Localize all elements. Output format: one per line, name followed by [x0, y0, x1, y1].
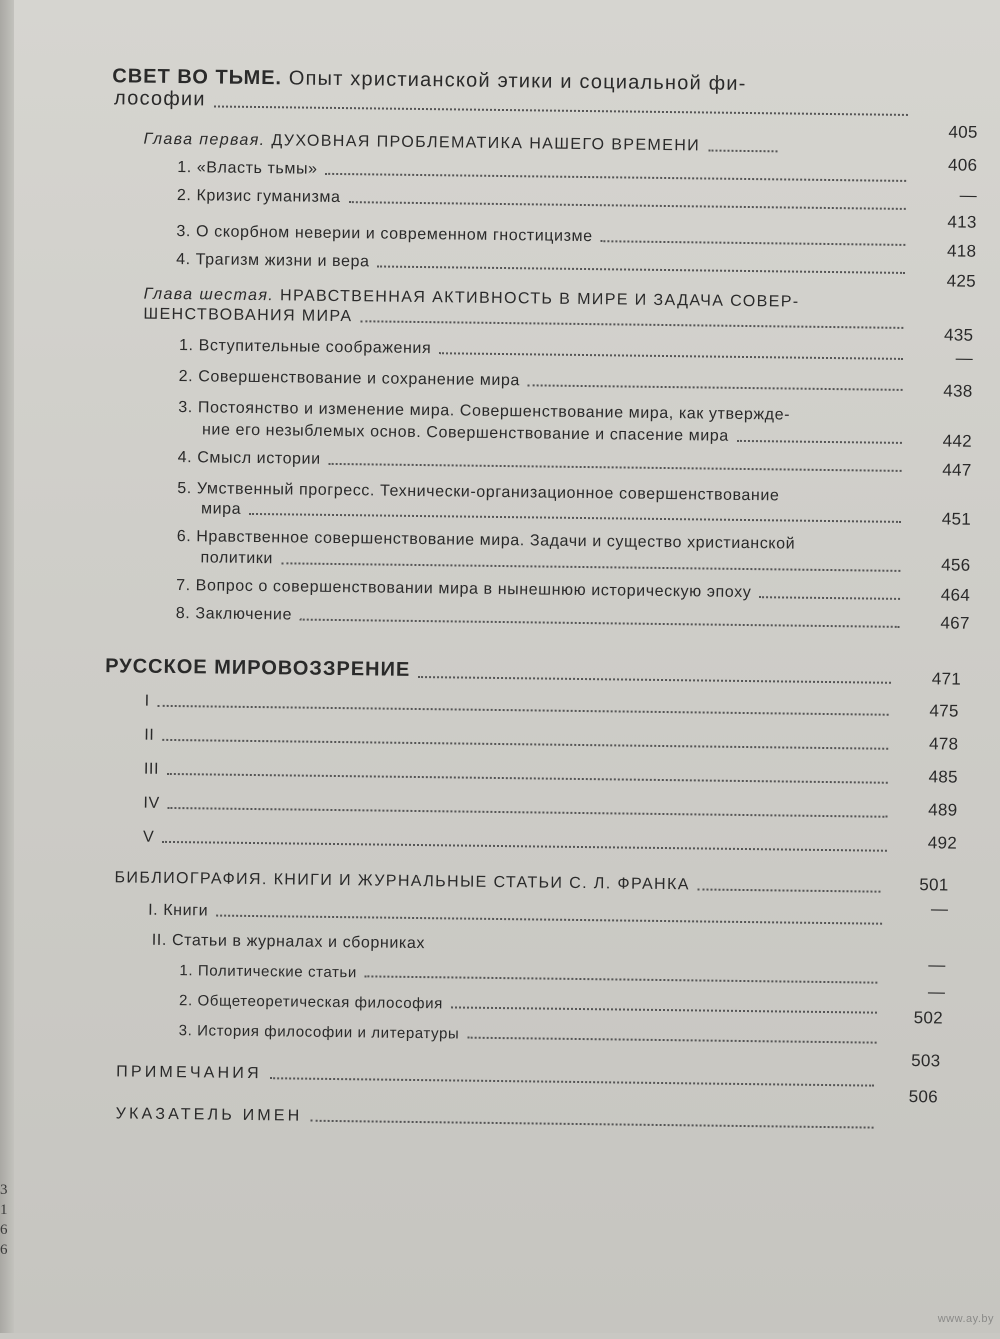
- dot-leader: [158, 705, 889, 716]
- toc-row-svet[interactable]: [114, 87, 914, 120]
- dot-leader: [708, 150, 777, 153]
- page-number: 489: [928, 800, 958, 820]
- toc-row-6-3-line1: 3. Постоянство и изменение мира. Совершенствование мира, как утвержде-: [178, 399, 791, 424]
- page-number: 485: [928, 767, 958, 787]
- dot-leader: [360, 320, 903, 329]
- page-number: 506: [908, 1087, 939, 1107]
- toc-row-1-1[interactable]: 1. «Власть тьмы»: [177, 159, 912, 186]
- dot-leader: [300, 619, 900, 628]
- section-title-svet-rest: Опыт христианской этики и социальной фи-: [281, 67, 747, 95]
- page-number: 464: [940, 585, 971, 605]
- page-number: 492: [927, 833, 958, 853]
- page-number: 451: [941, 509, 972, 529]
- toc-row-notes[interactable]: [116, 1063, 880, 1090]
- dot-leader: [281, 562, 900, 572]
- toc-row-russkoe-2[interactable]: II: [144, 727, 894, 754]
- watermark: www.ay.by: [937, 1313, 994, 1325]
- toc-row-biblio[interactable]: [114, 869, 886, 896]
- page-number: —: [959, 185, 978, 205]
- toc-row-6-2[interactable]: 2. Совершенствование и сохранение мира: [179, 368, 909, 395]
- dot-leader: [601, 240, 906, 246]
- page-number: 447: [942, 460, 972, 480]
- dot-leader: [326, 173, 907, 182]
- dot-leader: [214, 105, 908, 115]
- chapter-title: НРАВСТВЕННАЯ АКТИВНОСТЬ В МИРЕ И ЗАДАЧА СОВЕР-: [274, 287, 800, 311]
- dot-leader: [451, 1006, 877, 1013]
- page-number: 478: [928, 734, 959, 754]
- page-number: 456: [941, 555, 971, 575]
- toc-row-biblio-books[interactable]: I. Книги: [148, 902, 888, 929]
- section-title-notes: ПРИМЕЧАНИЯ: [116, 1063, 262, 1083]
- dot-leader: [377, 265, 905, 273]
- dot-leader: [467, 1037, 876, 1044]
- toc-row-index[interactable]: [116, 1105, 880, 1132]
- page-number: 503: [911, 1051, 941, 1071]
- toc-row-6-5-line1: 5. Умственный прогресс. Технически-организационное совершенствование: [177, 480, 780, 505]
- dot-leader: [249, 513, 901, 523]
- chapter-title: ДУХОВНАЯ ПРОБЛЕМАТИКА НАШЕГО ВРЕМЕНИ: [265, 132, 701, 155]
- dot-leader: [162, 841, 887, 852]
- toc-row-6-3[interactable]: ние его незыблемых основ. Совершенствование и спасение мира: [178, 421, 908, 448]
- toc-row-6-4[interactable]: 4. Смысл истории: [178, 449, 908, 476]
- toc-row-biblio-sub-1[interactable]: 1. Политические статьи: [179, 962, 883, 988]
- page-number: 502: [913, 1008, 944, 1028]
- dot-leader: [418, 676, 891, 684]
- toc-row-6-1[interactable]: 1. Вступительные соображения: [179, 337, 909, 364]
- toc-row-6-8[interactable]: 8. Заключение: [176, 605, 906, 632]
- toc-row-1-4[interactable]: 4. Трагизм жизни и вера: [176, 251, 911, 278]
- dot-leader: [759, 596, 900, 600]
- dot-leader: [348, 201, 905, 210]
- dot-leader: [162, 739, 888, 750]
- page-number: 442: [942, 431, 973, 451]
- section-title-biblio: БИБЛИОГРАФИЯ. КНИГИ И ЖУРНАЛЬНЫЕ СТАТЬИ С. Л. ФРАНКА: [114, 869, 690, 894]
- spine-marks: 3 1 6 6: [0, 1182, 8, 1258]
- section-title-russkoe: РУССКОЕ МИРОВОЗЗРЕНИЕ: [105, 655, 411, 681]
- section-title-svet-cont: лософии: [113, 87, 206, 111]
- page-number: —: [930, 899, 949, 919]
- page-number: 418: [946, 241, 977, 261]
- page-number: 435: [943, 325, 974, 345]
- toc-row-russkoe-5[interactable]: V: [143, 829, 893, 856]
- dot-leader: [168, 807, 888, 818]
- toc-row-1-2[interactable]: 2. Кризис гуманизма: [177, 187, 912, 214]
- toc-row-biblio-articles[interactable]: II. Статьи в журналах и сборниках: [151, 931, 426, 953]
- toc-row-russkoe-1[interactable]: I: [145, 693, 895, 720]
- toc-row-russkoe-3[interactable]: III: [144, 761, 894, 788]
- toc-row-1-3[interactable]: 3. О скорбном неверии и современном гностицизме: [176, 223, 911, 250]
- page-number: 501: [919, 875, 949, 895]
- page-number: 425: [946, 271, 977, 291]
- page-number: 475: [929, 701, 959, 721]
- dot-leader: [365, 975, 878, 983]
- page-number: 467: [940, 613, 970, 633]
- toc-row-biblio-sub-2[interactable]: 2. Общетеоретическая философия: [179, 992, 883, 1018]
- toc-row-6-6[interactable]: политики: [176, 549, 906, 576]
- page-number: 406: [947, 155, 978, 175]
- dot-leader: [270, 1077, 874, 1086]
- section-title-svet-bold: СВЕТ ВО ТЬМЕ.: [112, 65, 283, 90]
- dot-leader: [698, 888, 881, 892]
- page-number: 471: [931, 669, 962, 689]
- dot-leader: [329, 463, 902, 472]
- dot-leader: [737, 440, 902, 444]
- chapter-label: Глава первая.: [143, 130, 266, 150]
- page-number: 438: [943, 381, 973, 401]
- toc-row-6-7[interactable]: 7. Вопрос о совершенствовании мира в нынешнюю историческую эпоху: [176, 577, 906, 604]
- toc-row-chapter-1[interactable]: [143, 131, 783, 157]
- toc-row-6-5[interactable]: мира: [177, 500, 907, 527]
- dot-leader: [528, 384, 903, 391]
- toc-row-6-6-line1: 6. Нравственное совершенствование мира. Задачи и существо христианской: [176, 528, 796, 553]
- chapter-title-cont: ШЕНСТВОВАНИЯ МИРА: [143, 305, 353, 326]
- toc-row-russkoe-4[interactable]: IV: [143, 795, 893, 822]
- page-number: 413: [947, 212, 977, 232]
- chapter-label: Глава шестая.: [143, 285, 275, 305]
- page-number: —: [928, 955, 946, 975]
- dot-leader: [216, 915, 882, 925]
- toc-row-russkoe[interactable]: [105, 655, 897, 688]
- page-number: —: [955, 348, 974, 368]
- dot-leader: [310, 1120, 873, 1129]
- page-number: —: [927, 982, 946, 1002]
- toc-row-biblio-sub-3[interactable]: 3. История философии и литературы: [179, 1022, 883, 1048]
- page-number: 405: [948, 122, 978, 142]
- section-title-index: УКАЗАТЕЛЬ ИМЕН: [115, 1105, 303, 1125]
- dot-leader: [439, 352, 903, 360]
- dot-leader: [167, 773, 888, 784]
